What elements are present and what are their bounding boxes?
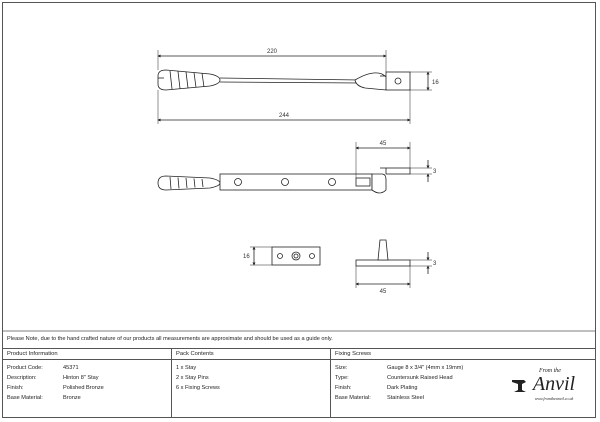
screw-size-value: Gauge 8 x 3/4" (4mm x 19mm) [387,365,464,371]
logo-brand-text: Anvil [532,373,576,395]
screw-material-label: Base Material: [335,395,371,401]
anvil-icon [512,380,526,392]
product-info-section [3,349,171,417]
spec-table [3,348,595,417]
finish-value: Polished Bronze [63,385,104,391]
description-value: Hinton 8" Stay [63,375,99,381]
pack-item: 1 x Stay [176,365,197,371]
base-material-label: Base Material: [7,395,43,401]
product-info-header: Product Information [3,349,171,360]
screw-material-value: Stainless Steel [387,395,425,401]
pack-contents-header: Pack Contents [172,349,330,360]
dim-top-height: 16 [432,80,439,86]
base-material-value: Bronze [63,395,81,401]
stay-side-view [158,168,410,193]
dim-top-overall: 244 [278,113,290,119]
product-code-value: 45371 [63,365,79,371]
from-the-anvil-logo [510,364,590,404]
dim-pin-height: 3 [433,261,437,267]
dim-top-span: 220 [266,49,278,55]
logo-url-text: www.fromtheanvil.co.uk [534,396,574,401]
finish-label: Finish: [7,385,24,391]
fixing-screws-header: Fixing Screws [331,349,595,360]
logo-small-text: From the [539,368,561,374]
dim-pin-offset: 45 [379,289,387,295]
dim-side-height: 3 [433,169,437,175]
pack-contents-section [172,349,330,417]
screw-size-label: Size: [335,365,348,371]
pack-item: 6 x Fixing Screws [176,385,220,391]
screw-finish-label: Finish: [335,385,352,391]
dim-side-offset: 45 [379,141,387,147]
screw-finish-value: Dark Plating [387,385,418,391]
measurement-note: Please Note, due to the hand crafted nature of our products all measurements are approximate and should be used as a guide only. [7,336,333,342]
description-label: Description: [7,375,37,381]
product-code-label: Product Code: [7,365,43,371]
screw-type-label: Type: [335,375,349,381]
dim-pin-width: 16 [243,254,250,260]
pack-item: 2 x Stay Pins [176,375,209,381]
screw-type-value: Countersunk Raised Head [387,375,453,381]
stay-pin-plate [272,247,320,265]
stay-top-view [158,70,410,90]
stay-pin-side [356,240,410,266]
